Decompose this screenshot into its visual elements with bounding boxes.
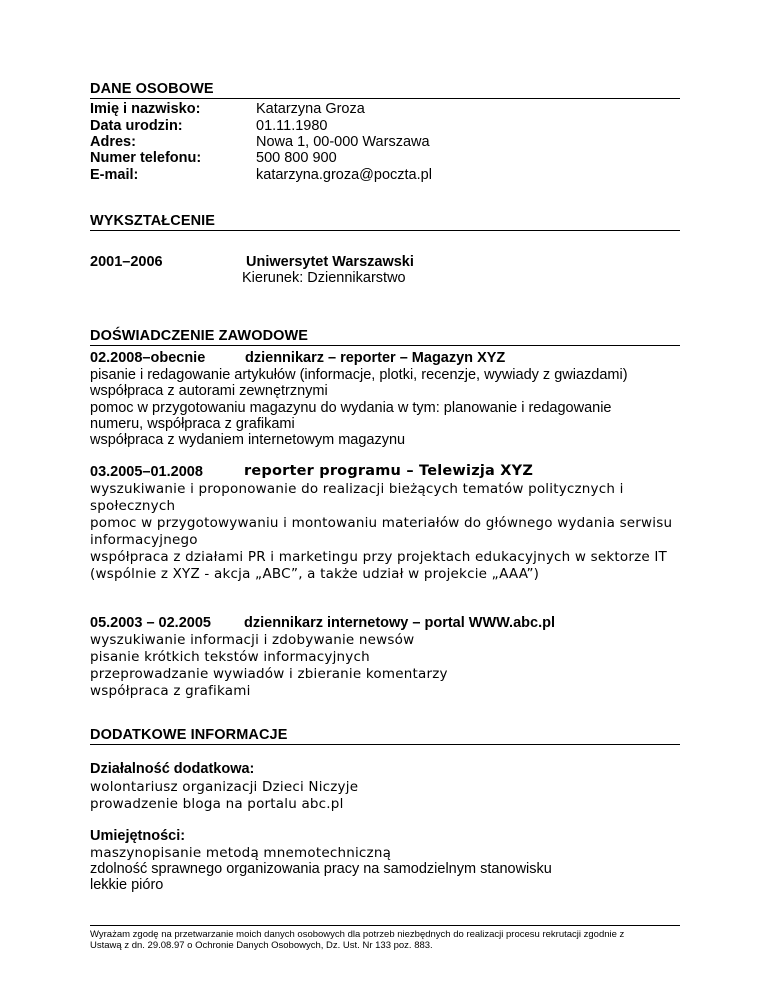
skills-label: Umiejętności: bbox=[90, 828, 186, 844]
job-duty: pomoc w przygotowaniu magazynu do wydania w tym: planowanie i redagowanie bbox=[90, 400, 612, 416]
job-duty: informacyjnego bbox=[90, 532, 198, 548]
job-title: reporter programu – Telewizja XYZ bbox=[244, 463, 534, 479]
skills-item: maszynopisanie metodą mnemotechniczną bbox=[90, 845, 392, 861]
job-duty: współpraca z grafikami bbox=[90, 683, 251, 699]
job-duty: pisanie krótkich tekstów informacyjnych bbox=[90, 649, 370, 665]
job-duty: społecznych bbox=[90, 498, 176, 514]
activity-item: wolontariusz organizacji Dzieci Niczyje bbox=[90, 779, 359, 795]
personal-label-address: Adres: bbox=[90, 134, 136, 150]
job-duty: pisanie i redagowanie artykułów (informacje, plotki, recenzje, wywiady z gwiazdami) bbox=[90, 367, 628, 383]
activity-item: prowadzenie bloga na portalu abc.pl bbox=[90, 796, 344, 812]
job-duty: wyszukiwanie i proponowanie do realizacji bieżących tematów politycznych i bbox=[90, 481, 624, 497]
personal-label-name: Imię i nazwisko: bbox=[90, 101, 201, 117]
personal-label-phone: Numer telefonu: bbox=[90, 150, 202, 166]
job-duty: współpraca z działami PR i marketingu przy projektach edukacyjnych w sektorze IT bbox=[90, 549, 668, 565]
section-heading-additional: DODATKOWE INFORMACJE bbox=[90, 727, 288, 743]
skills-item: lekkie pióro bbox=[90, 877, 164, 893]
personal-value-birthdate: 01.11.1980 bbox=[256, 118, 328, 134]
job-duty: wyszukiwanie informacji i zdobywanie newsów bbox=[90, 632, 415, 648]
footer-divider bbox=[90, 925, 680, 926]
job-duty: współpraca z wydaniem internetowym magazynu bbox=[90, 432, 406, 448]
personal-value-phone: 500 800 900 bbox=[256, 150, 337, 166]
section-heading-personal: DANE OSOBOWE bbox=[90, 81, 214, 97]
section-divider bbox=[90, 230, 680, 231]
job-duty: numeru, współpraca z grafikami bbox=[90, 416, 295, 432]
section-divider bbox=[90, 98, 680, 99]
section-divider bbox=[90, 744, 680, 745]
job-period: 02.2008–obecnie bbox=[90, 350, 206, 366]
education-school: Uniwersytet Warszawski bbox=[246, 254, 414, 270]
section-divider bbox=[90, 345, 680, 346]
gdpr-clause-line2: Ustawą z dn. 29.08.97 o Ochronie Danych Osobowych, Dz. Ust. Nr 133 poz. 883. bbox=[90, 940, 433, 951]
job-title: dziennikarz – reporter – Magazyn XYZ bbox=[245, 350, 506, 366]
job-duty: przeprowadzanie wywiadów i zbieranie komentarzy bbox=[90, 666, 448, 682]
education-period: 2001–2006 bbox=[90, 254, 163, 270]
gdpr-clause-line1: Wyrażam zgodę na przetwarzanie moich danych osobowych dla potrzeb niezbędnych do realizacji procesu rekrutacji zgodnie z bbox=[90, 929, 625, 940]
personal-label-email: E-mail: bbox=[90, 167, 139, 183]
personal-value-name: Katarzyna Groza bbox=[256, 101, 365, 117]
personal-label-birthdate: Data urodzin: bbox=[90, 118, 183, 134]
skills-item: zdolność sprawnego organizowania pracy na samodzielnym stanowisku bbox=[90, 861, 552, 877]
personal-value-address: Nowa 1, 00-000 Warszawa bbox=[256, 134, 430, 150]
education-field: Kierunek: Dziennikarstwo bbox=[242, 270, 406, 286]
job-duty: pomoc w przygotowywaniu i montowaniu materiałów do głównego wydania serwisu bbox=[90, 515, 673, 531]
job-duty: (wspólnie z XYZ - akcja „ABC”, a także udział w projekcie „AAA”) bbox=[90, 566, 540, 582]
job-title: dziennikarz internetowy – portal WWW.abc.pl bbox=[244, 615, 555, 631]
job-period: 03.2005–01.2008 bbox=[90, 464, 203, 480]
section-heading-education: WYKSZTAŁCENIE bbox=[90, 213, 216, 229]
activity-label: Działalność dodatkowa: bbox=[90, 761, 255, 777]
section-heading-experience: DOŚWIADCZENIE ZAWODOWE bbox=[90, 328, 309, 344]
job-period: 05.2003 – 02.2005 bbox=[90, 615, 211, 631]
job-duty: współpraca z autorami zewnętrznymi bbox=[90, 383, 328, 399]
personal-value-email: katarzyna.groza@poczta.pl bbox=[256, 167, 432, 183]
